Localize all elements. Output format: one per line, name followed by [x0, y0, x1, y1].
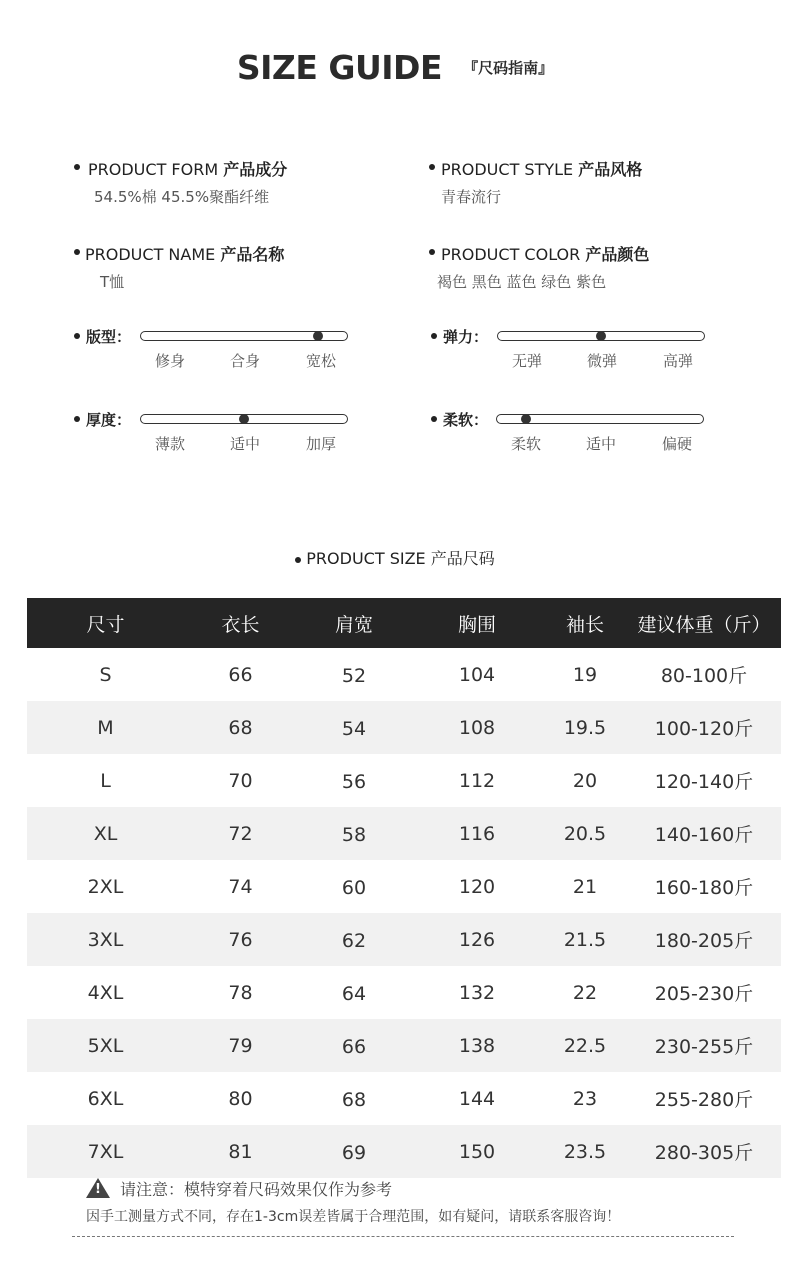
table-cell: S [99, 663, 112, 686]
column-header-shoulder: 肩宽 [297, 598, 411, 648]
table-cell: 79 [184, 1019, 297, 1072]
table-cell: 21.5 [543, 913, 627, 966]
product-form-label [88, 157, 287, 180]
table-row [27, 701, 781, 754]
table-cell: 20 [572, 769, 598, 792]
bullet-dot [74, 333, 80, 339]
table-cell: 22.5 [543, 1019, 627, 1072]
slider-tick: 薄款 [154, 435, 185, 453]
notice-title [86, 1177, 392, 1200]
product-size-heading [0, 546, 790, 569]
table-row [27, 1125, 781, 1178]
slider-fit-label: 版型： [86, 328, 132, 346]
column-header-size: 尺寸 [27, 598, 184, 648]
notice-text: 因手工测量方式不同，存在1-3cm误差皆属于合理范围，如有疑问，请联系客服咨询！ [86, 1209, 621, 1225]
table-cell: 69 [297, 1125, 411, 1178]
table-cell: 280-305斤 [627, 1125, 781, 1178]
bullet-dot [431, 333, 437, 339]
slider-thickness-label: 厚度： [86, 411, 132, 429]
product-form-label-cn: 产品成分 [223, 160, 288, 179]
table-cell: 120-140斤 [654, 771, 754, 793]
bullet-dot [295, 557, 301, 563]
table-cell: 23.5 [543, 1125, 627, 1178]
notice-title-text: 请注意：模特穿着尺码效果仅作为参考 [120, 1180, 393, 1199]
table-cell: 132 [458, 981, 496, 1004]
table-cell: 126 [411, 913, 543, 966]
table-cell: 4XL [87, 981, 124, 1004]
product-name-label-cn: 产品名称 [220, 245, 285, 264]
table-cell: 205-230斤 [654, 983, 754, 1005]
table-cell: 150 [411, 1125, 543, 1178]
table-cell: 19.5 [543, 701, 627, 754]
table-cell: 74 [228, 875, 253, 898]
slider-knob [239, 414, 249, 424]
dashed-divider [72, 1236, 734, 1237]
slider-track [496, 414, 704, 424]
column-header-length: 衣长 [184, 598, 297, 648]
column-header-weight: 建议体重（斤） [627, 598, 781, 648]
table-cell: 64 [341, 983, 367, 1005]
table-cell: 80-100斤 [660, 665, 748, 687]
table-cell: 54 [297, 701, 411, 754]
table-cell: 52 [341, 665, 367, 687]
table-cell: 22 [572, 981, 598, 1004]
table-cell: XL [27, 807, 184, 860]
table-cell: 5XL [27, 1019, 184, 1072]
table-row [27, 966, 781, 1019]
slider-tick: 修身 [154, 352, 185, 370]
table-header-row [27, 598, 781, 648]
slider-tick: 合身 [229, 352, 260, 370]
table-cell: 144 [458, 1087, 496, 1110]
slider-track [497, 331, 705, 341]
table-row [27, 1019, 781, 1072]
size-table [27, 598, 781, 1178]
table-cell: 56 [341, 771, 367, 793]
table-cell: 20.5 [543, 807, 627, 860]
slider-tick: 偏硬 [661, 435, 692, 453]
table-row [27, 1072, 781, 1125]
product-color-label-en: PRODUCT COLOR [441, 245, 586, 264]
product-color-label [441, 242, 649, 265]
product-style-label-en: PRODUCT STYLE [441, 160, 579, 179]
bullet-dot [74, 249, 80, 255]
table-cell: 78 [228, 981, 253, 1004]
table-cell: 19 [572, 663, 598, 686]
table-cell: 104 [458, 663, 496, 686]
table-cell: 70 [228, 769, 253, 792]
slider-tick: 适中 [585, 435, 616, 453]
product-style-label-cn: 产品风格 [578, 160, 643, 179]
bullet-dot [429, 249, 435, 255]
table-row [27, 648, 781, 701]
table-cell: 112 [458, 769, 496, 792]
column-header-chest: 胸围 [411, 598, 543, 648]
table-cell: 116 [411, 807, 543, 860]
product-color-label-cn: 产品颜色 [585, 245, 650, 264]
product-style-value: 青春流行 [441, 188, 502, 206]
table-cell: 100-120斤 [627, 701, 781, 754]
slider-tick: 微弹 [586, 352, 617, 370]
bullet-dot [74, 416, 80, 422]
table-cell: 160-180斤 [654, 877, 754, 899]
column-header-sleeve: 袖长 [543, 598, 627, 648]
size-guide-header [0, 48, 790, 87]
page-title: SIZE GUIDE [236, 48, 442, 87]
table-row [27, 754, 781, 807]
table-row [27, 913, 781, 966]
slider-track [140, 414, 348, 424]
table-cell: 81 [184, 1125, 297, 1178]
table-cell: 138 [411, 1019, 543, 1072]
slider-knob [596, 331, 606, 341]
table-cell: 23 [572, 1087, 598, 1110]
slider-tick: 高弹 [662, 352, 693, 370]
bullet-dot [74, 164, 80, 170]
product-form-value: 54.5%棉 45.5%聚酯纤维 [94, 188, 270, 206]
table-cell: 3XL [27, 913, 184, 966]
page-subtitle: 『尺码指南』 [463, 59, 554, 77]
table-cell: 68 [341, 1089, 367, 1111]
product-name-label-en: PRODUCT NAME [85, 245, 221, 264]
slider-tick: 加厚 [305, 435, 336, 453]
warning-icon [86, 1178, 110, 1198]
table-row [27, 807, 781, 860]
slider-tick: 宽松 [305, 352, 336, 370]
slider-tick: 柔软 [510, 435, 541, 453]
table-cell: 62 [297, 913, 411, 966]
product-name-value: T恤 [100, 273, 125, 291]
table-cell: 76 [184, 913, 297, 966]
table-cell: 6XL [87, 1087, 124, 1110]
table-cell: 255-280斤 [654, 1089, 754, 1111]
table-cell: 80 [228, 1087, 253, 1110]
table-cell: 230-255斤 [627, 1019, 781, 1072]
slider-track [140, 331, 348, 341]
product-size-heading-text: PRODUCT SIZE 产品尺码 [306, 549, 495, 568]
table-cell: 2XL [87, 875, 124, 898]
table-cell: 72 [184, 807, 297, 860]
table-cell: 140-160斤 [627, 807, 781, 860]
table-cell: 58 [297, 807, 411, 860]
product-color-value: 褐色 黑色 蓝色 绿色 紫色 [437, 273, 607, 291]
table-cell: 68 [184, 701, 297, 754]
table-cell: 108 [411, 701, 543, 754]
table-cell: 66 [228, 663, 253, 686]
table-cell: L [100, 769, 111, 792]
table-cell: 66 [297, 1019, 411, 1072]
table-cell: 7XL [27, 1125, 184, 1178]
bullet-dot [431, 416, 437, 422]
table-cell: 180-205斤 [627, 913, 781, 966]
slider-tick: 无弹 [511, 352, 542, 370]
product-style-label [441, 157, 642, 180]
slider-softness-label: 柔软： [443, 411, 489, 429]
slider-elasticity-label: 弹力： [443, 328, 489, 346]
slider-tick: 适中 [229, 435, 260, 453]
table-cell: 21 [572, 875, 598, 898]
table-cell: 60 [341, 877, 367, 899]
table-cell: M [27, 701, 184, 754]
slider-knob [313, 331, 323, 341]
product-name-label [85, 242, 284, 265]
product-form-label-en: PRODUCT FORM [88, 160, 224, 179]
bullet-dot [429, 164, 435, 170]
slider-knob [521, 414, 531, 424]
table-cell: 120 [458, 875, 496, 898]
table-row [27, 860, 781, 913]
